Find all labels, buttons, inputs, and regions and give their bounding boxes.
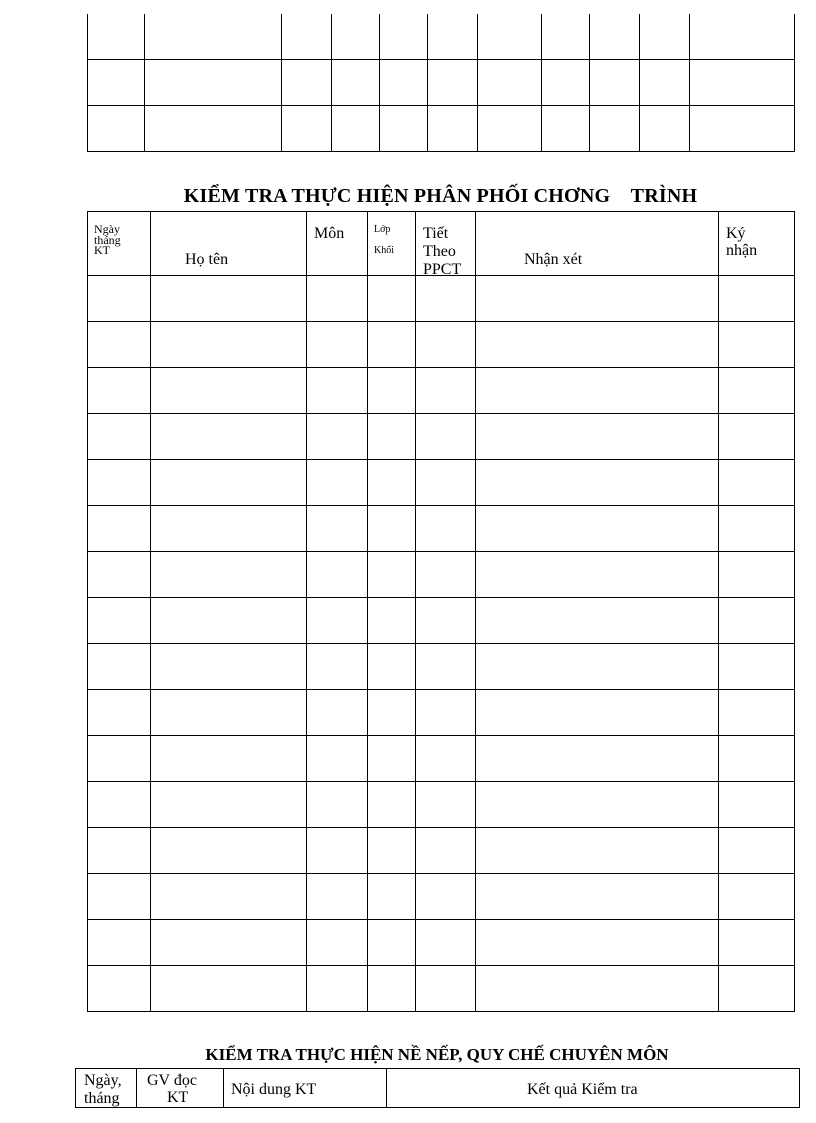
header-date: Ngày, tháng: [76, 1069, 137, 1108]
table-row: [88, 460, 795, 506]
section-title-discipline: KIỂM TRA THỰC HIỆN NỀ NẾP, QUY CHẾ CHUYÊN MÔN: [205, 1045, 669, 1064]
table-row: [88, 368, 795, 414]
header-sign: Ký nhận: [719, 212, 795, 276]
discipline-check-table: [75, 1068, 800, 1108]
table-row: [88, 690, 795, 736]
header-result: Kết quả Kiểm tra: [387, 1069, 800, 1108]
header-subject: Môn: [307, 212, 368, 276]
header-comment: Nhận xét: [476, 212, 719, 276]
table-row: [88, 60, 795, 106]
table-row: [88, 782, 795, 828]
header-date: Ngày tháng KT: [88, 212, 151, 276]
table-row: [88, 736, 795, 782]
table-row: [88, 644, 795, 690]
curriculum-check-table: [87, 211, 795, 1012]
table-row: [88, 106, 795, 152]
table-row: [88, 598, 795, 644]
header-row: [76, 1069, 800, 1108]
table-row: [88, 322, 795, 368]
header-teacher: GV đọc KT: [137, 1069, 224, 1108]
header-name: Họ tên: [151, 212, 307, 276]
table-row: [88, 552, 795, 598]
table-row: [88, 506, 795, 552]
table-row: [88, 276, 795, 322]
table-row: [88, 966, 795, 1012]
section-title-curriculum: KIỂM TRA THỰC HIỆN PHÂN PHỐI CHƠNG TRÌNH: [183, 185, 698, 207]
header-period: Tiết Theo PPCT: [416, 212, 476, 276]
table-row: [88, 14, 795, 60]
header-content: Nội dung KT: [224, 1069, 387, 1108]
header-row: [88, 212, 795, 276]
table-row: [88, 828, 795, 874]
header-class: Lớp Khối: [368, 212, 416, 276]
table-row: [88, 920, 795, 966]
previous-table: [87, 14, 795, 152]
table-row: [88, 874, 795, 920]
table-row: [88, 414, 795, 460]
